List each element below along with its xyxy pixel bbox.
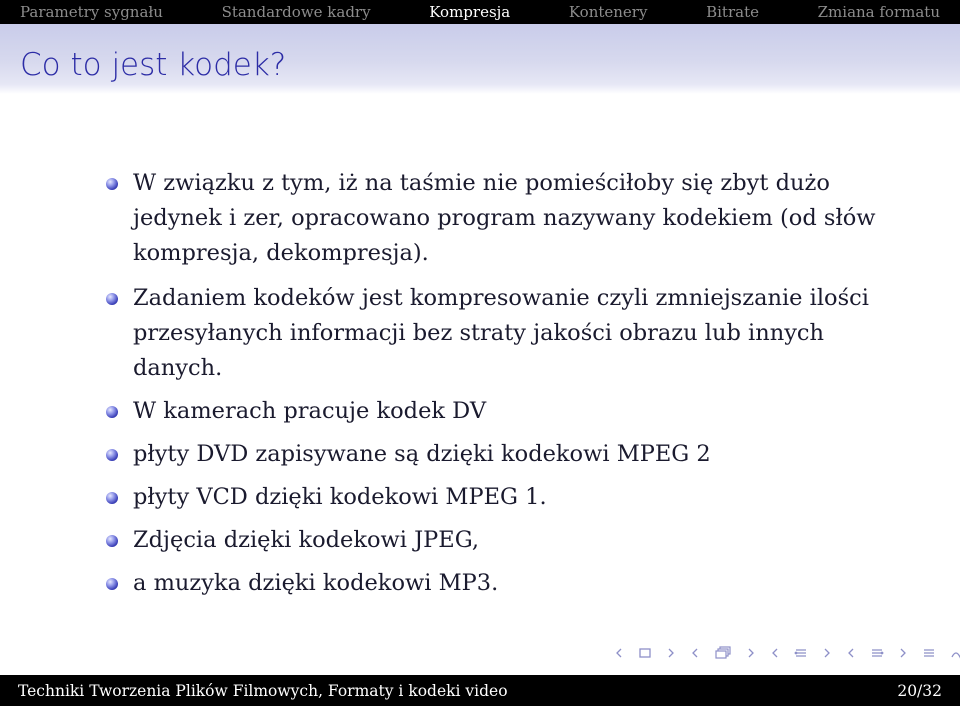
- footer-bar: [0, 675, 960, 706]
- bullet-item: [108, 523, 908, 558]
- bullet-item: [108, 480, 908, 515]
- nav-item-kontenery[interactable]: Kontenery: [568, 3, 648, 21]
- page-number: 20/32: [897, 681, 942, 700]
- nav-item-bitrate[interactable]: Bitrate: [706, 3, 759, 21]
- beamer-navigation-symbols: [614, 645, 960, 661]
- bullet-text: płyty DVD zapisywane są dzięki kodekowi MPEG 2: [133, 441, 711, 467]
- frame-icon[interactable]: [714, 646, 732, 660]
- slide-icon[interactable]: [638, 647, 652, 659]
- bullet-text: W związku z tym, iż na taśmie nie pomieściłoby się zbyt dużo jedynek i zer, opracowano program nazywany kodekiem (od słów kompresja, dekompresja).: [133, 170, 876, 266]
- next-slide-icon[interactable]: [666, 647, 676, 659]
- bullet-icon: [106, 293, 118, 305]
- bullet-item: [108, 437, 908, 472]
- prev-section-icon[interactable]: [846, 647, 856, 659]
- bullet-item: [108, 566, 908, 601]
- bullet-text: a muzyka dzięki kodekowi MP3.: [133, 570, 499, 596]
- bullet-item: [108, 281, 908, 386]
- bullet-icon: [106, 406, 118, 418]
- next-section-icon[interactable]: [898, 647, 908, 659]
- bullet-icon: [106, 492, 118, 504]
- bullet-icon: [106, 178, 118, 190]
- next-subsection-icon[interactable]: [822, 647, 832, 659]
- nav-item-kompresja[interactable]: Kompresja: [429, 3, 511, 21]
- bullet-icon: [106, 535, 118, 547]
- section-icon[interactable]: [870, 647, 884, 659]
- slide-content: [108, 166, 908, 601]
- nav-item-standardowe-kadry[interactable]: Standardowe kadry: [221, 3, 371, 21]
- bullet-icon: [106, 578, 118, 590]
- bullet-item: [108, 166, 908, 271]
- section-navigation: [0, 0, 960, 24]
- prev-subsection-icon[interactable]: [770, 647, 780, 659]
- nav-item-parametry-sygnalu[interactable]: Parametry sygnału: [20, 3, 163, 21]
- nav-item-zmiana-formatu[interactable]: Zmiana formatu: [817, 3, 940, 21]
- search-icon[interactable]: [950, 646, 960, 660]
- bullet-text: Zdjęcia dzięki kodekowi JPEG,: [133, 527, 480, 553]
- bullet-text: W kamerach pracuje kodek DV: [133, 398, 487, 424]
- subsection-icon[interactable]: [794, 647, 808, 659]
- prev-slide-icon[interactable]: [614, 647, 624, 659]
- bullet-icon: [106, 449, 118, 461]
- prev-frame-icon[interactable]: [690, 647, 700, 659]
- align-icon[interactable]: [922, 647, 936, 659]
- footer-title: Techniki Tworzenia Plików Filmowych, Formaty i kodeki video: [18, 681, 508, 700]
- bullet-text: Zadaniem kodeków jest kompresowanie czyli zmniejszanie ilości przesyłanych informacji bez straty jakości obrazu lub innych danych.: [133, 285, 869, 381]
- slide-title: Co to jest kodek?: [20, 47, 287, 83]
- bullet-item: [108, 394, 908, 429]
- bullet-text: płyty VCD dzięki kodekowi MPEG 1.: [133, 484, 547, 510]
- next-frame-icon[interactable]: [746, 647, 756, 659]
